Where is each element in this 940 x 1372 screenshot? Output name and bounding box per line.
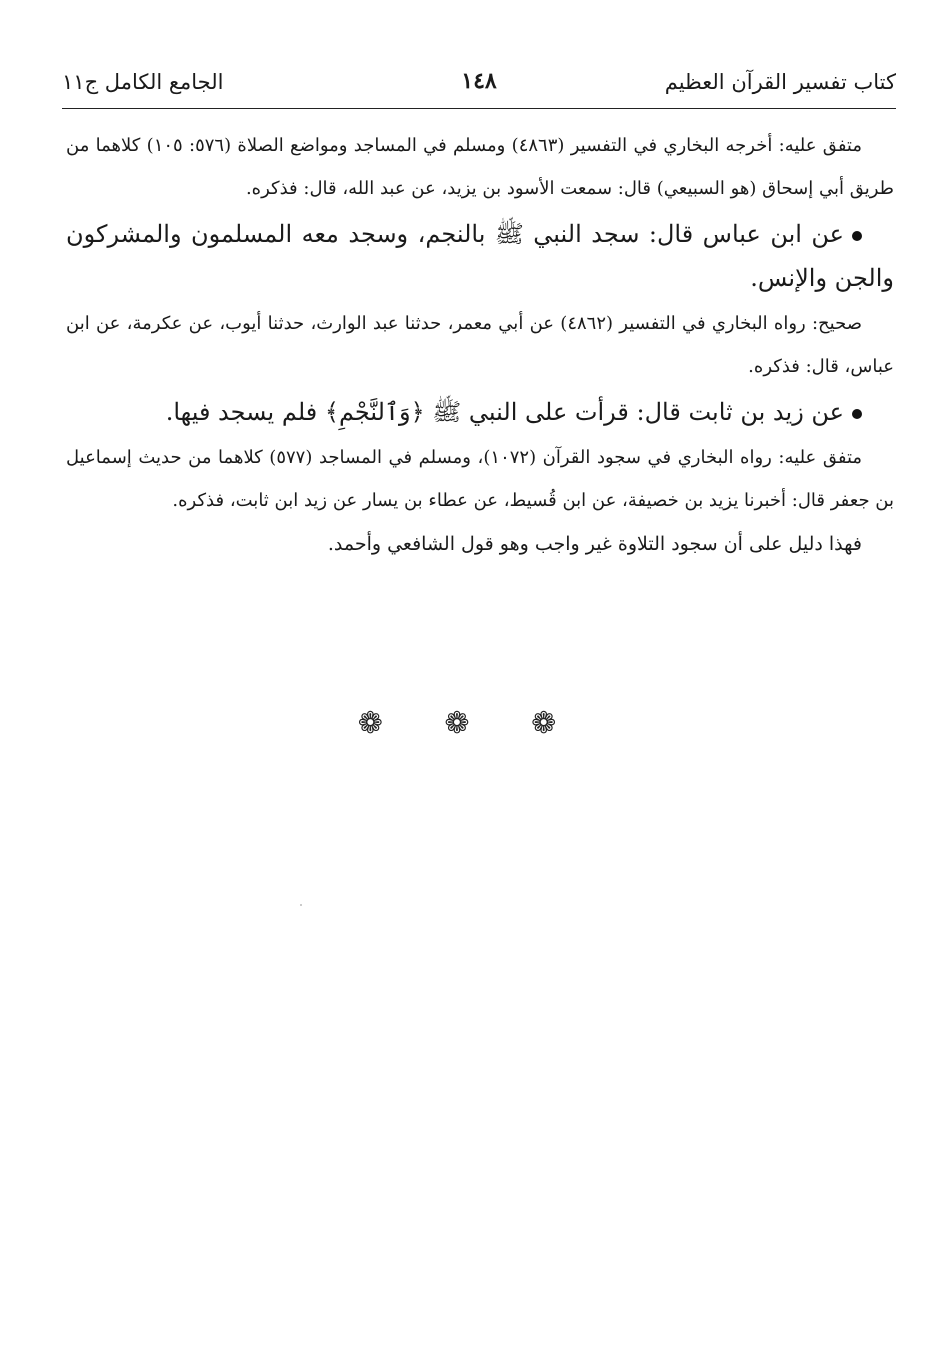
takhrij-note-1: متفق عليه: أخرجه البخاري في التفسير (٤٨٦٣) ومسلم في المساجد ومواضع الصلاة (٥٧٦: ١٠٥) كلاهما من طريق أبي إسحاق (هو السبيعي) قال: سمعت الأسود بن يزيد، عن عبد الله، قال: فذكره. bbox=[66, 135, 894, 199]
bullet-icon bbox=[852, 409, 862, 419]
page-number: ١٤٨ bbox=[461, 68, 497, 94]
flower-ornament-icon: ❁ bbox=[357, 706, 409, 741]
paper-speck bbox=[300, 904, 302, 906]
bullet-icon bbox=[852, 231, 862, 241]
flower-ornament-icon: ❁ bbox=[444, 706, 496, 741]
takhrij-note-3: متفق عليه: رواه البخاري في سجود القرآن (١٠٧٢)، ومسلم في المساجد (٥٧٧) كلاهما من حديث إسماعيل بن جعفر قال: أخبرنا يزيد بن خصيفة، عن ابن قُسيط، عن عطاء بن يسار عن زيد ابن ثابت، فذكره. bbox=[66, 447, 894, 511]
volume-label: الجامع الكامل ج١١ bbox=[62, 70, 224, 94]
hadith-ibn-abbas bbox=[66, 212, 894, 300]
hadith-text: عن ابن عباس قال: سجد النبي ﷺ بالنجم، وسجد معه المسلمون والمشركون والجن والإنس. bbox=[66, 220, 894, 292]
flower-ornament-icon: ❁ bbox=[531, 706, 583, 741]
hadith-zayd-ibn-thabit bbox=[66, 390, 894, 434]
book-title: كتاب تفسير القرآن العظيم bbox=[664, 70, 896, 94]
takhrij-note-2: صحيح: رواه البخاري في التفسير (٤٨٦٢) عن أبي معمر، حدثنا عبد الوارث، حدثنا أيوب، عن عكرمة، عن ابن عباس، قال: فذكره. bbox=[66, 313, 894, 377]
section-end-ornaments bbox=[0, 706, 940, 741]
header-divider bbox=[62, 108, 896, 109]
page-header bbox=[62, 64, 896, 104]
conclusion-text: فهذا دليل على أن سجود التلاوة غير واجب وهو قول الشافعي وأحمد. bbox=[327, 533, 862, 555]
hadith-text: عن زيد بن ثابت قال: قرأت على النبي ﷺ ﴿وَٱلنَّجْمِ﴾ فلم يسجد فيها. bbox=[165, 398, 844, 426]
page-body bbox=[66, 124, 894, 566]
